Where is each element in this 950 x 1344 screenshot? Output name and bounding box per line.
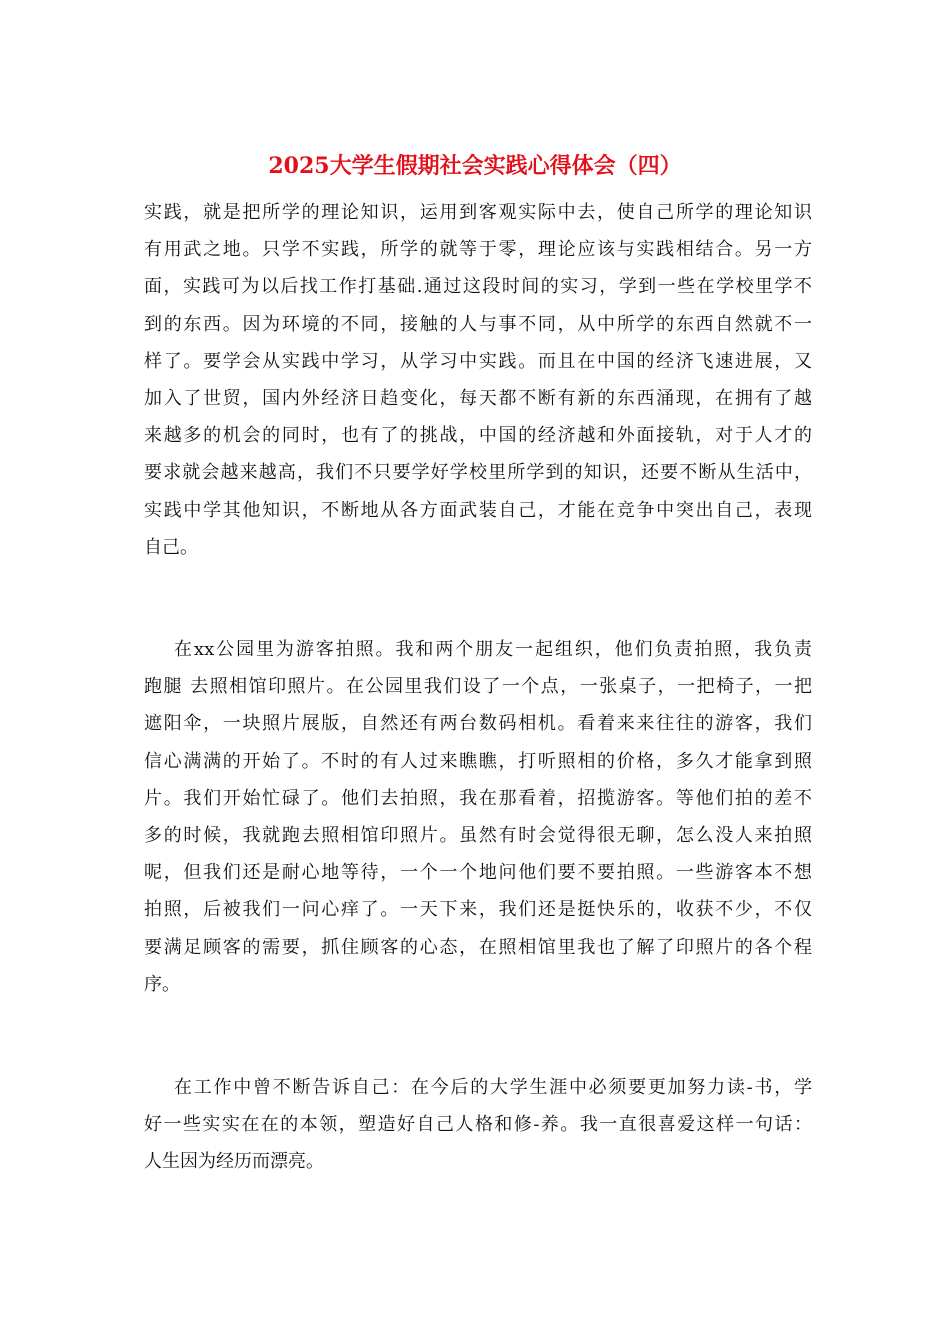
paragraph-line: 来越多的机会的同时，也有了的挑战，中国的经济越和外面接轨，对于人才的 <box>144 425 812 447</box>
paragraph-line: 多的时候，我就跑去照相馆印照片。虽然有时会觉得很无聊，怎么没人来拍照 <box>144 824 812 846</box>
paragraph-line: 遮阳伞，一块照片展版，自然还有两台数码相机。看着来来往往的游客，我们 <box>144 713 812 735</box>
paragraph-park-photography <box>144 631 812 1003</box>
paragraph-line: 实践中学其他知识，不断地从各方面武装自己，才能在竞争中突出自己，表现 <box>144 499 812 521</box>
paragraph-line: 要满足顾客的需要，抓住顾客的心态，在照相馆里我也了解了印照片的各个程 <box>144 936 812 958</box>
paragraph-line: 加入了世贸，国内外经济日趋变化，每天都不断有新的东西涌现，在拥有了越 <box>144 387 812 409</box>
paragraph-line: 样了。要学会从实践中学习，从学习中实践。而且在中国的经济飞速进展，又 <box>144 350 812 372</box>
paragraph-line: 拍照，后被我们一问心痒了。一天下来，我们还是挺快乐的，收获不少，不仅 <box>144 899 812 921</box>
paragraph-self-reminder <box>144 1069 812 1181</box>
paragraph-line: 片。我们开始忙碌了。他们去拍照，我在那看着，招揽游客。等他们拍的差不 <box>144 787 812 809</box>
paragraph-line: 序。 <box>144 973 180 995</box>
paragraph-line: 好一些实实在在的本领，塑造好自己人格和修-养。我一直很喜爱这样一句话： <box>144 1114 812 1136</box>
paragraph-line: 实践，就是把所学的理论知识，运用到客观实际中去，使自己所学的理论知识 <box>144 202 812 223</box>
paragraph-line: 到的东西。因为环境的不同，接触的人与事不同，从中所学的东西自然就不一 <box>144 313 812 335</box>
paragraph-line: 要求就会越来越高，我们不只要学好学校里所学到的知识，还要不断从生活中， <box>144 462 812 484</box>
paragraph-line: 有用武之地。只学不实践，所学的就等于零，理论应该与实践相结合。另一方 <box>144 239 812 261</box>
paragraph-line: 自己。 <box>144 536 198 558</box>
paragraph-line: 在工作中曾不断告诉自己：在今后的大学生涯中必须要更加努力读-书，学 <box>174 1077 812 1098</box>
paragraph-practice-meaning <box>144 194 812 566</box>
paragraph-line: 面，实践可为以后找工作打基础.通过这段时间的实习，学到一些在学校里学不 <box>144 276 812 298</box>
paragraph-line: 跑腿 去照相馆印照片。在公园里我们设了一个点，一张桌子，一把椅子，一把 <box>144 676 812 698</box>
paragraph-line: 在xx公园里为游客拍照。我和两个朋友一起组织，他们负责拍照，我负责 <box>174 639 812 660</box>
document-title: 2025大学生假期社会实践心得体会（四） <box>268 153 682 179</box>
paragraph-line: 呢，但我们还是耐心地等待，一个一个地问他们要不要拍照。一些游客本不想 <box>144 862 812 884</box>
paragraph-line: 人生因为经历而漂亮。 <box>144 1151 324 1173</box>
paragraph-line: 信心满满的开始了。不时的有人过来瞧瞧，打听照相的价格，多久才能拿到照 <box>144 750 812 772</box>
